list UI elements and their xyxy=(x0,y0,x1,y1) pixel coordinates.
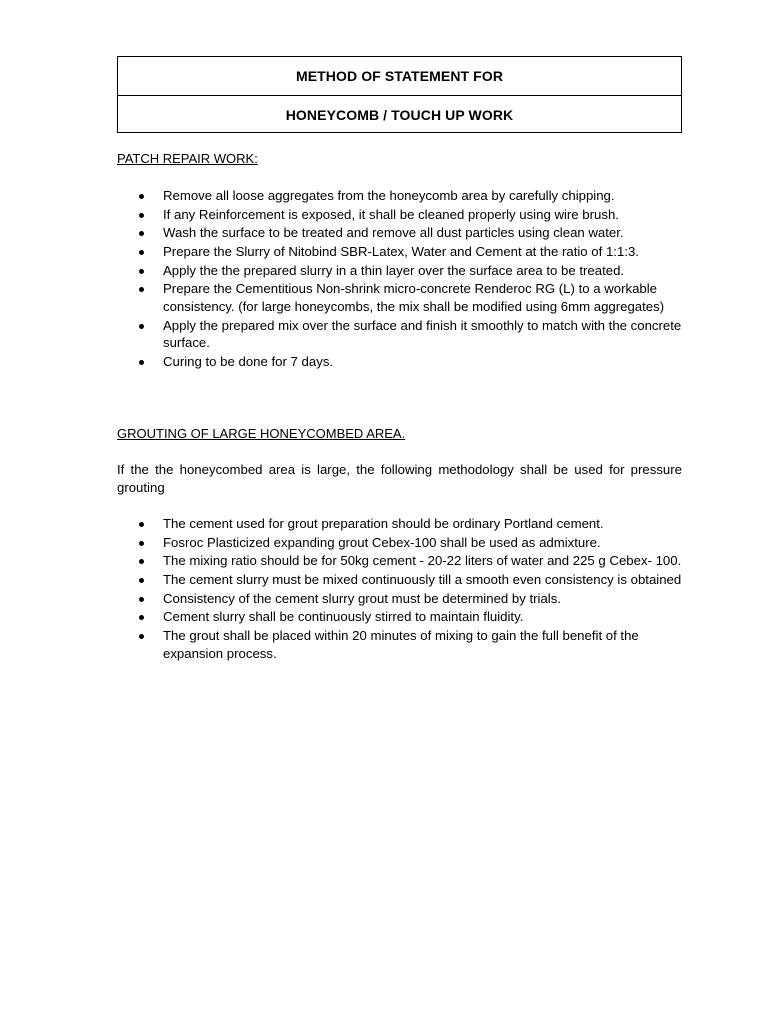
bullet-icon xyxy=(139,269,144,274)
section-heading-grouting: GROUTING OF LARGE HONEYCOMBED AREA. xyxy=(117,426,406,441)
bullet-icon xyxy=(139,522,144,527)
list-item-text: Consistency of the cement slurry grout must be determined by trials. xyxy=(163,590,561,606)
title-line-2: HONEYCOMB / TOUCH UP WORK xyxy=(285,107,514,123)
list-item-text: The cement used for grout preparation should be ordinary Portland cement. xyxy=(163,516,604,531)
title-line-1: METHOD OF STATEMENT FOR xyxy=(118,57,681,96)
list-item xyxy=(135,206,687,224)
list-item xyxy=(135,552,687,570)
list-item-text: The cement slurry must be mixed continuously till a smooth even consistency is obtained xyxy=(163,572,682,588)
list-item xyxy=(135,224,687,242)
list-item xyxy=(135,353,687,371)
list-item xyxy=(135,515,687,533)
bullet-icon xyxy=(139,541,144,546)
bullet-icon xyxy=(139,578,144,583)
bullet-icon xyxy=(139,597,144,602)
list-item xyxy=(135,627,687,662)
title-box xyxy=(117,56,682,133)
bullet-icon xyxy=(139,615,144,620)
list-item-text: Apply the the prepared slurry in a thin layer over the surface area to be treated. xyxy=(163,262,625,278)
list-item xyxy=(135,280,687,315)
list-item-text: Prepare the Slurry of Nitobind SBR-Latex, Water and Cement at the ratio of 1:1:3. xyxy=(163,244,639,260)
bullet-icon xyxy=(139,250,144,255)
list-item-text: Curing to be done for 7 days. xyxy=(163,353,334,369)
bullet-icon xyxy=(139,194,144,199)
bullet-icon xyxy=(139,324,144,329)
list-item-text: The grout shall be placed within 20 minutes of mixing to gain the full benefit of the expansion process. xyxy=(163,628,639,661)
list-item xyxy=(135,590,687,608)
grouting-intro-paragraph: If the the honeycombed area is large, the following methodology shall be used for pressure grouting xyxy=(117,462,682,495)
list-item xyxy=(135,262,687,280)
list-item-text: Fosroc Plasticized expanding grout Cebex-100 shall be used as admixture. xyxy=(163,534,601,550)
bullet-icon xyxy=(139,287,144,292)
list-item-text: Apply the prepared mix over the surface and finish it smoothly to match with the concrete surface. xyxy=(163,317,682,351)
section-heading-patch-repair: PATCH REPAIR WORK: xyxy=(117,151,258,166)
list-item xyxy=(135,317,687,352)
bullet-icon xyxy=(139,360,144,365)
list-item xyxy=(135,187,687,205)
bullet-icon xyxy=(139,231,144,236)
list-item-text: Remove all loose aggregates from the honeycomb area by carefully chipping. xyxy=(163,188,615,203)
list-item xyxy=(135,608,687,626)
bullet-icon xyxy=(139,634,144,639)
list-item-text: The mixing ratio should be for 50kg cement - 20-22 liters of water and 225 g Cebex- 100. xyxy=(163,553,682,569)
bullet-icon xyxy=(139,559,144,564)
list-item xyxy=(135,534,687,552)
grouting-list xyxy=(135,515,687,663)
bullet-icon xyxy=(139,213,144,218)
list-item-text: Prepare the Cementitious Non-shrink micro-concrete Renderoc RG (L) to a workable consistency. (for large honeycombs, the mix shall be modified using 6mm aggregates) xyxy=(163,281,665,314)
list-item xyxy=(135,571,687,589)
list-item xyxy=(135,243,687,261)
list-item-text: If any Reinforcement is exposed, it shall be cleaned properly using wire brush. xyxy=(163,206,619,222)
list-item-text: Wash the surface to be treated and remove all dust particles using clean water. xyxy=(163,225,624,241)
list-item-text: Cement slurry shall be continuously stirred to maintain fluidity. xyxy=(163,609,524,625)
patch-repair-list xyxy=(135,187,687,372)
